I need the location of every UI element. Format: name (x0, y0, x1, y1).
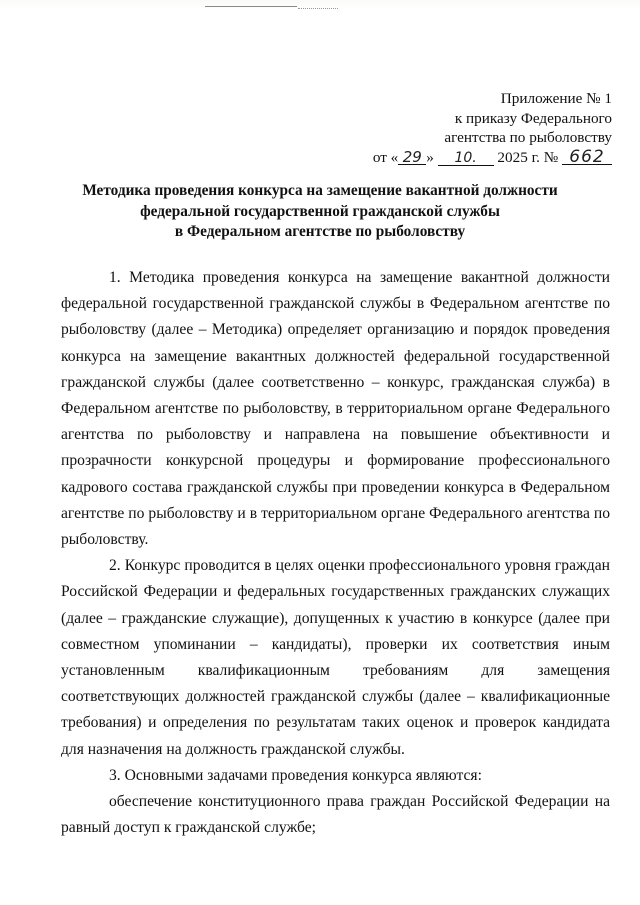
paragraph-2: 2. Конкурс проводится в целях оценки профессионального уровня граждан Российской Федерации и федеральных государственных гражданских служащих (далее – гражданские служащие), допущенных к участию в конкурсе (далее при совместном упоминании – кандидаты), проверки их соответствия иным установленным квалификационным требованиям для замещения соответствующих должностей гражданской службы (далее – квалификационные требования) и определения по результатам таких оценок и проверок кандидата для назначения на должность гражданской службы. (61, 557, 610, 758)
document-title (60, 181, 580, 243)
title-line: Методика проведения конкурса на замещение вакантной должности (82, 182, 558, 199)
appendix-agency: агентства по рыболовству (444, 129, 612, 146)
handwritten-month: 10. (438, 151, 494, 166)
appendix-title: Приложение № 1 (500, 90, 612, 107)
date-year: 2025 г. № (497, 148, 559, 166)
appendix-block (373, 89, 612, 167)
handwritten-order-number: 662 (562, 150, 612, 165)
paragraph-1: 1. Методика проведения конкурса на замещение вакантной должности федеральной государственной гражданской службы в Федеральном агентстве по рыболовству (далее – Методика) определяет организацию и порядок проведения конкурса на замещение вакантных должностей федеральной государственной гражданской службы (далее соответственно – конкурс, гражданская служба) в Федеральном агентстве по рыболовству, в территориальном органе Федерального агентства по рыболовству и направлена на повышение объективности и прозрачности конкурсной процедуры и формирование профессионального кадрового состава гражданской службы при проведении конкурса в Федеральном агентстве по рыболовству и в территориальном органе Федерального агентства по рыболовству. (61, 269, 610, 549)
order-date-line (373, 148, 612, 168)
date-prefix: от « (372, 148, 399, 166)
date-mid: » (426, 148, 434, 166)
appendix-order-ref: к приказу Федерального (454, 109, 612, 127)
paragraph-3: 3. Основными задачами проведения конкурса являются: (109, 766, 482, 784)
title-line: в Федеральном агентстве по рыболовству (174, 223, 466, 240)
title-line: федеральной государственной гражданской службы (140, 202, 500, 220)
handwritten-day: 29 (398, 150, 426, 165)
scan-mark (298, 8, 338, 9)
paragraph-4: обеспечение конституционного права граждан Российской Федерации на равный доступ к гражданской службе; (61, 793, 610, 837)
scan-mark (205, 6, 297, 7)
document-body (61, 265, 610, 841)
